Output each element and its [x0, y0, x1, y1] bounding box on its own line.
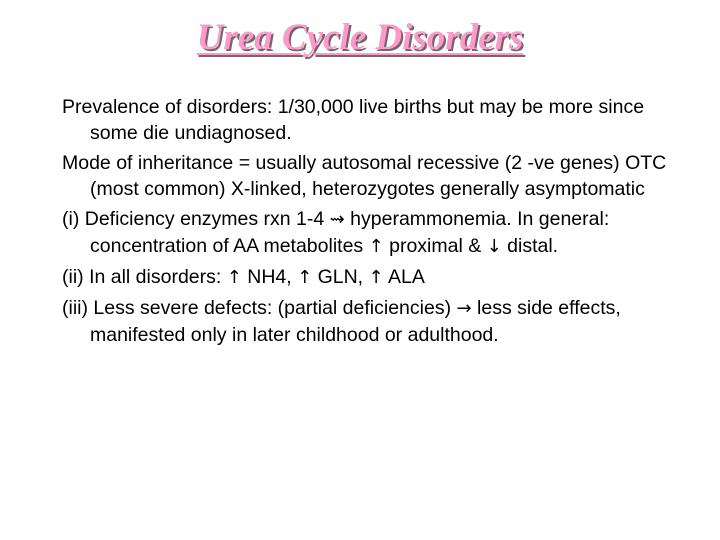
all-disorders-text-3: GLN,	[312, 266, 369, 288]
up-arrow-icon: ↑	[368, 236, 384, 257]
all-disorders-text-4: ALA	[383, 266, 425, 288]
all-disorders-text-1: (ii) In all disorders:	[62, 266, 227, 288]
all-disorders-text-2: NH4,	[241, 266, 298, 288]
deficiency-text-1: (i) Deficiency enzymes rxn 1-4	[62, 208, 330, 230]
leads-to-icon: ⇝	[329, 209, 345, 230]
up-arrow-icon: ↑	[368, 267, 384, 288]
right-arrow-icon: →	[456, 298, 472, 319]
down-arrow-icon: ↓	[486, 236, 502, 257]
up-arrow-icon: ↑	[226, 267, 242, 288]
deficiency-text-4: distal.	[501, 235, 559, 257]
up-arrow-icon: ↑	[297, 267, 313, 288]
paragraph-inheritance: Mode of inheritance = usually autosomal recessive (2 -ve genes) OTC (most common) X-linked, heterozygotes generally asymptomatic	[62, 152, 667, 200]
less-severe-text-2: less side effects, manifested only in later childhood or adulthood.	[90, 297, 621, 346]
paragraph-deficiency	[62, 206, 672, 260]
less-severe-text-1: (iii) Less severe defects: (partial deficiencies)	[62, 297, 457, 319]
deficiency-text-3: proximal &	[383, 235, 487, 257]
deficiency-text-2: hyperammonemia. In general: concentration of AA metabolites	[90, 208, 610, 257]
slide-title: Urea Cycle Disorders	[196, 17, 524, 58]
paragraph-prevalence: Prevalence of disorders: 1/30,000 live births but may be more since some die undiagnosed.	[62, 96, 645, 144]
paragraph-all-disorders	[62, 264, 672, 291]
paragraph-less-severe	[62, 295, 672, 348]
slide-body	[62, 94, 672, 352]
